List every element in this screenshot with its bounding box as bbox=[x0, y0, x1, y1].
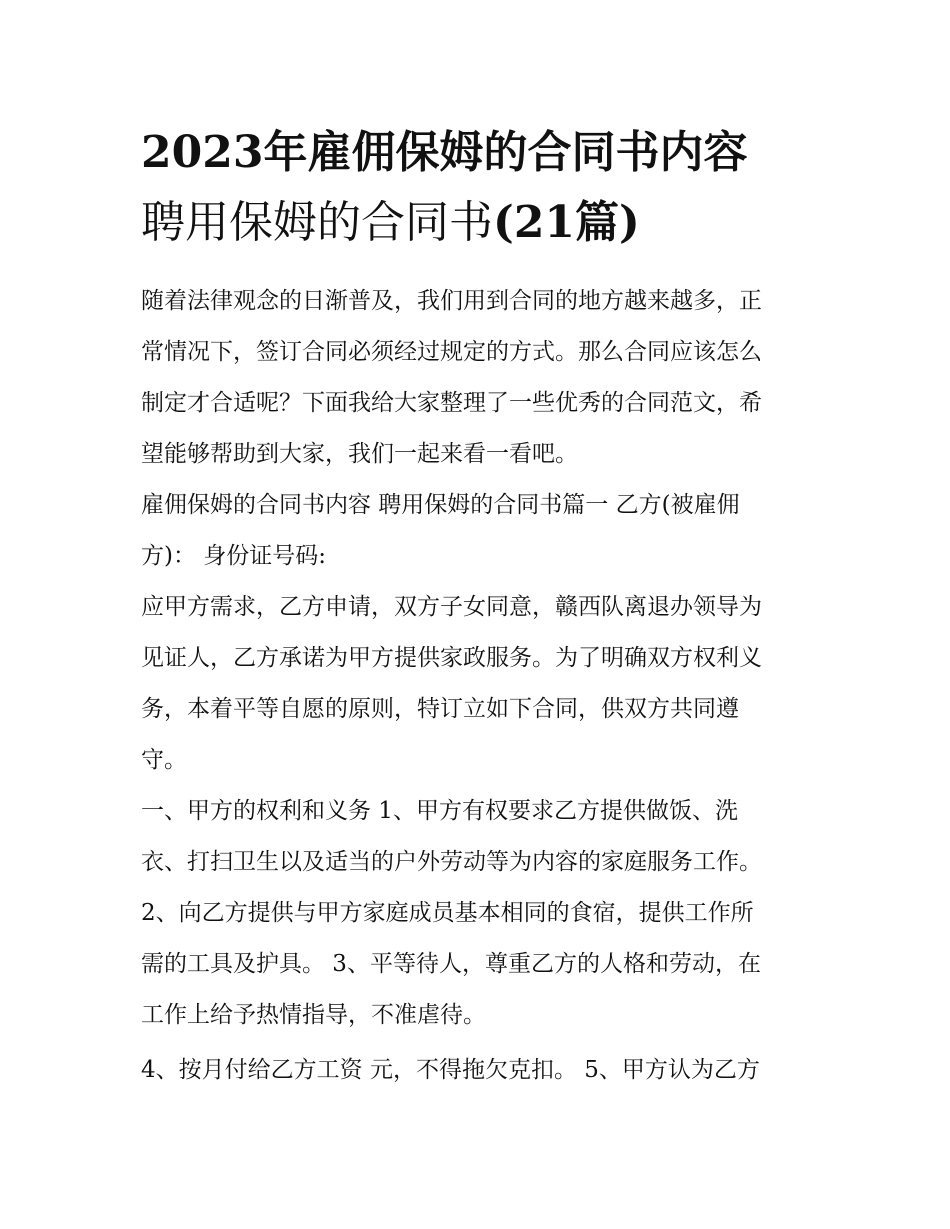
party-a-rights-paragraph bbox=[141, 786, 813, 1041]
text-line: 雇佣保姆的合同书内容 聘用保姆的合同书篇一 乙方(被雇佣 bbox=[141, 492, 740, 518]
title-line-1: 2023年雇佣保姆的合同书内容 bbox=[141, 127, 748, 178]
text-line: 方)： 身份证号码: bbox=[141, 543, 327, 569]
title-line-2 bbox=[141, 188, 813, 258]
section-heading-paragraph bbox=[141, 480, 813, 582]
document-title bbox=[141, 118, 813, 258]
intro-paragraph bbox=[141, 276, 813, 480]
text-line: 见证人，乙方承诺为甲方提供家政服务。为了明确双方权利义 bbox=[141, 645, 762, 671]
text-line: 务，本着平等自愿的原则，特订立如下合同，供双方共同遵 bbox=[141, 696, 739, 722]
text-line: 衣、打扫卫生以及适当的户外劳动等为内容的家庭服务工作。 bbox=[141, 849, 762, 875]
text-line: 应甲方需求，乙方申请，双方子女同意，赣西队离退办领导为 bbox=[141, 594, 762, 620]
text-line: 2、向乙方提供与甲方家庭成员基本相同的食宿，提供工作所 bbox=[141, 900, 754, 926]
wage-paragraph bbox=[141, 1045, 813, 1096]
text-line: 守。 bbox=[141, 747, 187, 773]
text-line: 4、按月付给乙方工资 元，不得拖欠克扣。 5、甲方认为乙方 bbox=[141, 1057, 760, 1083]
text-line: 工作上给予热情指导，不准虐待。 bbox=[141, 1002, 486, 1028]
title-line-2-suffix: (21篇) bbox=[493, 197, 640, 248]
text-line: 制定才合适呢？下面我给大家整理了一些优秀的合同范文，希 bbox=[141, 390, 762, 416]
text-line: 望能够帮助到大家，我们一起来看一看吧。 bbox=[141, 441, 578, 467]
document-page bbox=[141, 118, 813, 1096]
text-line: 一、甲方的权利和义务 1、甲方有权要求乙方提供做饭、洗 bbox=[141, 798, 738, 824]
title-line-2-main: 聘用保姆的合同书 bbox=[141, 197, 493, 248]
preamble-paragraph bbox=[141, 582, 813, 786]
text-line: 随着法律观念的日渐普及，我们用到合同的地方越来越多，正 bbox=[141, 288, 762, 314]
text-line: 需的工具及护具。 3、平等待人，尊重乙方的人格和劳动，在 bbox=[141, 951, 761, 977]
text-line: 常情况下，签订合同必须经过规定的方式。那么合同应该怎么 bbox=[141, 339, 762, 365]
